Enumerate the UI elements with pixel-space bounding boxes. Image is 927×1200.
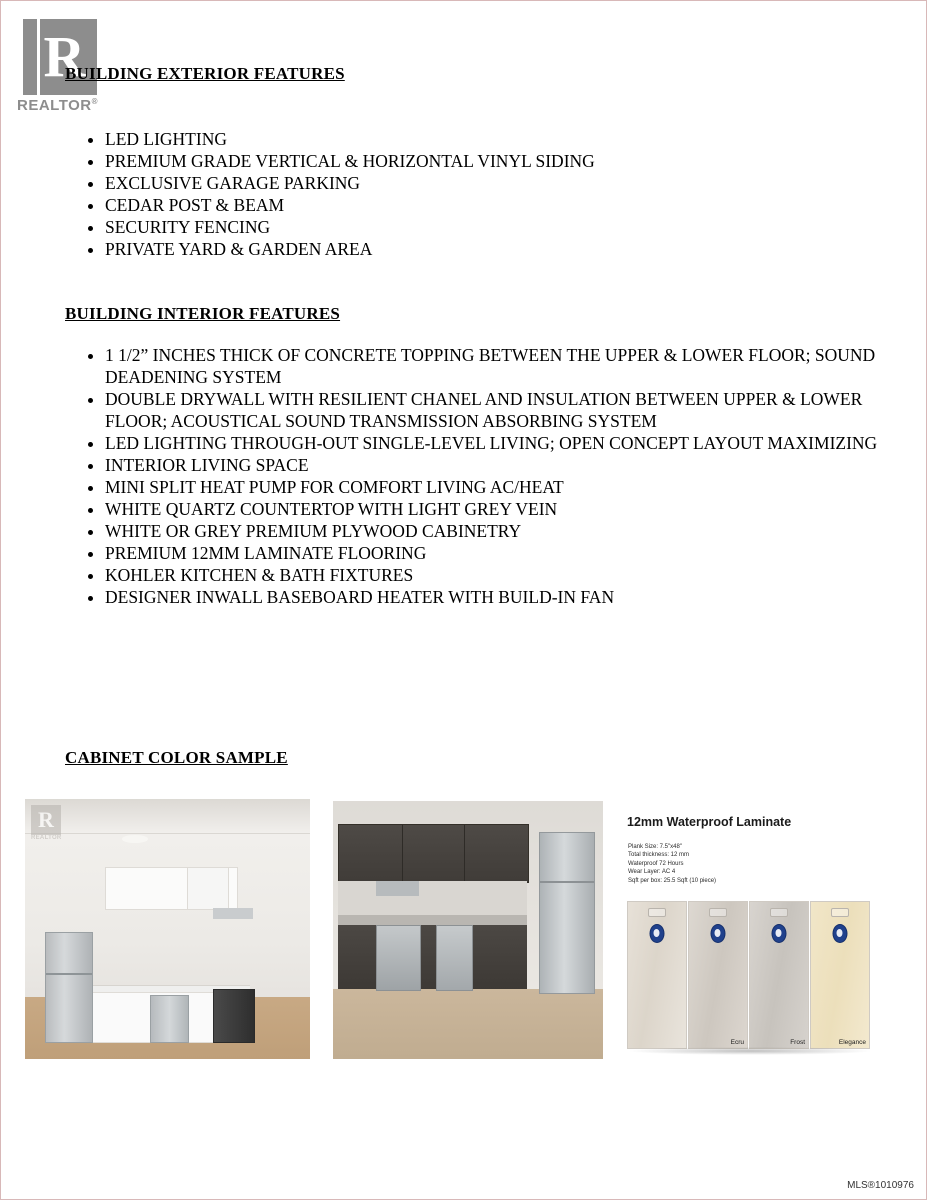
list-item: • PREMIUM 12MM LAMINATE FLOORING	[105, 542, 925, 564]
realtor-watermark-icon	[31, 805, 71, 849]
swatch-badge-icon	[650, 924, 665, 943]
list-item: • 1 1/2” INCHES THICK OF CONCRETE TOPPING BETWEEN THE UPPER & LOWER FLOOR; SOUND DEADENING SYSTEM	[105, 344, 925, 388]
dishwasher	[150, 995, 189, 1044]
list-item: • KOHLER KITCHEN & BATH FIXTURES	[105, 564, 925, 586]
interior-features-list	[67, 344, 925, 608]
realtor-watermark-text: REALTOR	[31, 835, 62, 841]
range-hood	[376, 881, 419, 896]
sample-images-row	[25, 799, 895, 1061]
realtor-r-letter: R	[37, 19, 84, 95]
list-item: • PRIVATE YARD & GARDEN AREA	[105, 238, 925, 260]
swatch-notch-icon	[709, 908, 727, 917]
registered-mark: ®	[91, 97, 99, 106]
dishwasher	[436, 925, 473, 992]
list-item: • LED LIGHTING THROUGH-OUT SINGLE-LEVEL LIVING; OPEN CONCEPT LAYOUT MAXIMIZING	[105, 432, 925, 454]
swatch-notch-icon	[770, 908, 788, 917]
realtor-watermark-letter: R	[31, 805, 61, 835]
list-item: • INTERIOR LIVING SPACE	[105, 454, 925, 476]
upper-cabinets-secondary	[187, 867, 229, 911]
swatch-shadow	[627, 1047, 873, 1055]
realtor-wordmark	[17, 97, 117, 114]
swatch-notch-icon	[831, 908, 849, 917]
kitchen-photo-white-cabinets	[25, 799, 310, 1059]
base-cabinets	[338, 925, 527, 990]
backsplash	[338, 881, 527, 915]
laminate-spec: Wear Layer: AC 4	[628, 869, 676, 876]
list-item: • EXCLUSIVE GARAGE PARKING	[105, 172, 925, 194]
swatch-name: Elegance	[838, 1039, 866, 1046]
floor	[333, 989, 603, 1059]
swatch-badge-icon	[833, 924, 848, 943]
laminate-swatch	[810, 901, 870, 1049]
exterior-features-title: BUILDING EXTERIOR FEATURES	[65, 64, 345, 83]
mls-footer: MLS®1010976	[847, 1180, 914, 1191]
exterior-features-list	[67, 128, 925, 260]
laminate-swatch	[627, 901, 687, 1049]
laminate-spec: Sqft per box: 25.5 Sqft (10 piece)	[628, 877, 717, 884]
list-item: • CEDAR POST & BEAM	[105, 194, 925, 216]
range-hood	[213, 908, 253, 918]
realtor-wordmark-text: REALTOR	[17, 97, 92, 114]
laminate-swatch	[688, 901, 748, 1049]
laminate-sample-image	[625, 801, 875, 1059]
list-item: • MINI SPLIT HEAT PUMP FOR COMFORT LIVING AC/HEAT	[105, 476, 925, 498]
list-item: • DESIGNER INWALL BASEBOARD HEATER WITH BUILD-IN FAN	[105, 586, 925, 608]
laminate-swatches	[627, 901, 873, 1049]
cabinet-color-sample-title: CABINET COLOR SAMPLE	[65, 748, 288, 767]
laminate-title: 12mm Waterproof Laminate	[627, 815, 792, 829]
laminate-spec: Plank Size: 7.5"x48"	[628, 844, 682, 850]
range-oven	[376, 925, 421, 992]
swatch-name: Frost	[790, 1039, 805, 1046]
list-item: • LED LIGHTING	[105, 128, 925, 150]
kitchen-photo-dark-cabinets	[333, 801, 603, 1059]
upper-cabinets	[338, 824, 529, 883]
list-item: • WHITE OR GREY PREMIUM PLYWOOD CABINETRY	[105, 520, 925, 542]
list-item: • SECURITY FENCING	[105, 216, 925, 238]
refrigerator	[539, 832, 595, 994]
countertop	[338, 915, 527, 925]
laminate-spec: Total thickness: 12 mm	[628, 852, 690, 859]
laminate-swatch	[749, 901, 809, 1049]
list-item: • DOUBLE DRYWALL WITH RESILIENT CHANEL AND INSULATION BETWEEN UPPER & LOWER FLOOR; ACOUSTICAL SOUND TRANSMISSION ABSORBING SYSTEM	[105, 388, 925, 432]
swatch-badge-icon	[772, 924, 787, 943]
swatch-name: Ecru	[730, 1039, 744, 1046]
laminate-specs	[628, 843, 716, 885]
refrigerator	[45, 932, 93, 1043]
ceiling-light	[122, 835, 148, 843]
swatch-badge-icon	[711, 924, 726, 943]
swatch-notch-icon	[648, 908, 666, 917]
list-item: • PREMIUM GRADE VERTICAL & HORIZONTAL VINYL SIDING	[105, 150, 925, 172]
laminate-spec: Waterproof 72 Hours	[628, 860, 684, 867]
range-oven	[213, 989, 255, 1043]
list-item: • WHITE QUARTZ COUNTERTOP WITH LIGHT GREY VEIN	[105, 498, 925, 520]
interior-features-title: BUILDING INTERIOR FEATURES	[65, 304, 341, 323]
